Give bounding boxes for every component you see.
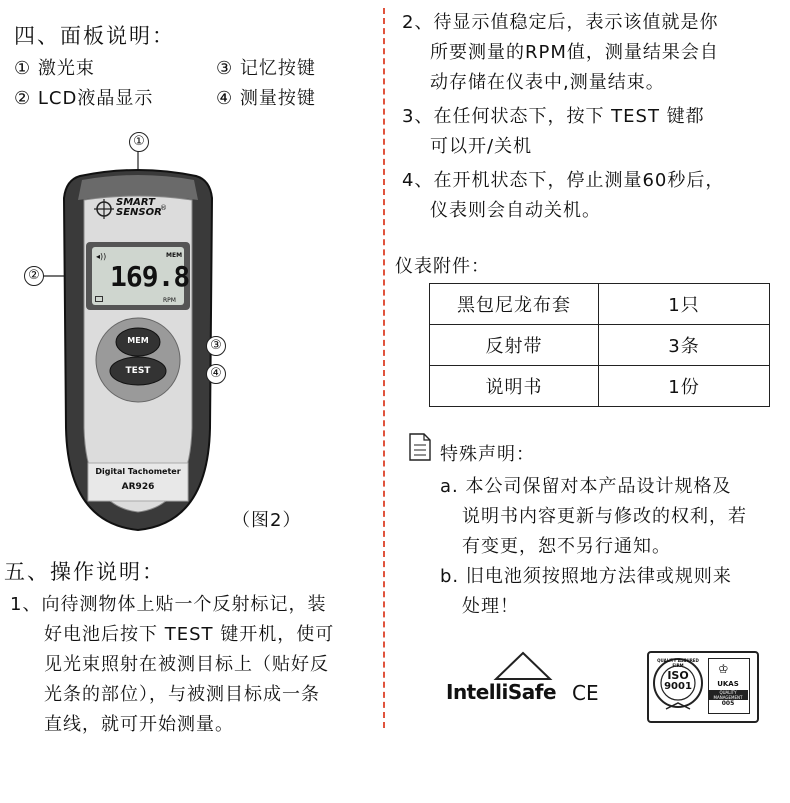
callout-2: ② xyxy=(24,266,44,286)
column-divider xyxy=(383,8,385,728)
intellisafe-triangle-icon xyxy=(492,650,554,682)
lcd-battery-icon xyxy=(95,296,103,302)
notice-b-line2: 处理！ xyxy=(462,596,519,617)
step4-line1: 4、在开机状态下，停止测量60秒后， xyxy=(402,170,725,191)
iso-number: 9001 xyxy=(664,681,692,692)
step3-line1: 3、在任何状态下，按下 TEST 键都 xyxy=(402,106,705,127)
test-button[interactable]: TEST xyxy=(125,366,151,376)
table-row xyxy=(430,366,770,407)
accessory-qty: 1份 xyxy=(599,366,770,407)
callout-3: ③ xyxy=(206,336,226,356)
crown-icon: ♔ xyxy=(718,662,729,676)
accessories-table xyxy=(429,283,770,407)
registered-mark: ® xyxy=(160,204,167,212)
ukas-number: 005 xyxy=(721,700,735,707)
accessory-item: 黑包尼龙布套 xyxy=(430,284,599,325)
section5-heading: 五、操作说明： xyxy=(4,560,165,584)
step4-line2: 仪表则会自动关机。 xyxy=(430,200,601,221)
mem-button[interactable]: MEM xyxy=(127,336,149,345)
panel-item-test-key: ④ 测量按键 xyxy=(216,88,316,109)
step1-line4: 光条的部位），与被测目标成一条 xyxy=(44,684,320,705)
notice-a-line3: 有变更，恕不另行通知。 xyxy=(462,536,671,557)
notice-a-line1: a. 本公司保留对本产品设计规格及 xyxy=(440,476,732,497)
iso-label: ISO xyxy=(667,669,689,682)
panel-item-mem-key: ③ 记忆按键 xyxy=(216,58,316,79)
tachometer-illustration xyxy=(20,128,280,538)
crosshair-logo-icon xyxy=(94,199,114,219)
step1-line2: 好电池后按下 TEST 键开机，使可 xyxy=(44,624,335,645)
accessory-item: 说明书 xyxy=(430,366,599,407)
accessory-item: 反射带 xyxy=(430,325,599,366)
ukas-label: UKAS xyxy=(717,680,739,688)
lcd-rpm-unit: RPM xyxy=(163,297,176,304)
accessory-qty: 3条 xyxy=(599,325,770,366)
step2-line1: 2、待显示值稳定后，表示该值就是你 xyxy=(402,12,719,33)
step3-line2: 可以开/关机 xyxy=(430,136,533,157)
callout-4: ④ xyxy=(206,364,226,384)
step2-line2: 所要测量的RPM值，测量结果会自 xyxy=(430,42,719,63)
step1-line3: 见光束照射在被测目标上（贴好反 xyxy=(44,654,329,675)
notice-heading: 特殊声明： xyxy=(440,444,535,465)
lcd-reading: 169.8 xyxy=(110,260,190,293)
accessories-heading: 仪表附件： xyxy=(395,256,490,277)
lcd-mem-indicator: MEM xyxy=(166,252,183,259)
step1-line5: 直线，就可开始测量。 xyxy=(44,714,234,735)
figure-caption: （图2） xyxy=(232,510,302,531)
ce-mark: CE xyxy=(572,681,599,705)
model-name: Digital Tachometer xyxy=(95,467,181,476)
section4-heading: 四、面板说明： xyxy=(14,24,175,48)
intellisafe-logo: IntelliSafe xyxy=(446,680,557,704)
step2-line3: 动存储在仪表中,测量结束。 xyxy=(430,72,665,93)
panel-item-laser: ① 激光束 xyxy=(14,58,95,79)
model-number: AR926 xyxy=(121,482,155,492)
lcd-signal-icon: ◂)) xyxy=(96,252,107,261)
ukas-sub: QUALITY MANAGEMENT xyxy=(708,690,748,700)
brand-top: SMART xyxy=(116,197,155,208)
iso-ring-text: QUALITY ASSURED FIRM xyxy=(657,658,699,668)
accessory-qty: 1只 xyxy=(599,284,770,325)
document-icon xyxy=(408,432,432,462)
notice-a-line2: 说明书内容更新与修改的权利，若 xyxy=(462,506,747,527)
step1-line1: 1、向待测物体上贴一个反射标记，装 xyxy=(10,594,327,615)
brand-bottom: SENSOR xyxy=(116,207,162,218)
table-row xyxy=(430,325,770,366)
panel-item-lcd: ② LCD液晶显示 xyxy=(14,88,154,109)
table-row xyxy=(430,284,770,325)
notice-b-line1: b. 旧电池须按照地方法律或规则来 xyxy=(440,566,732,587)
callout-1: ① xyxy=(129,132,149,152)
